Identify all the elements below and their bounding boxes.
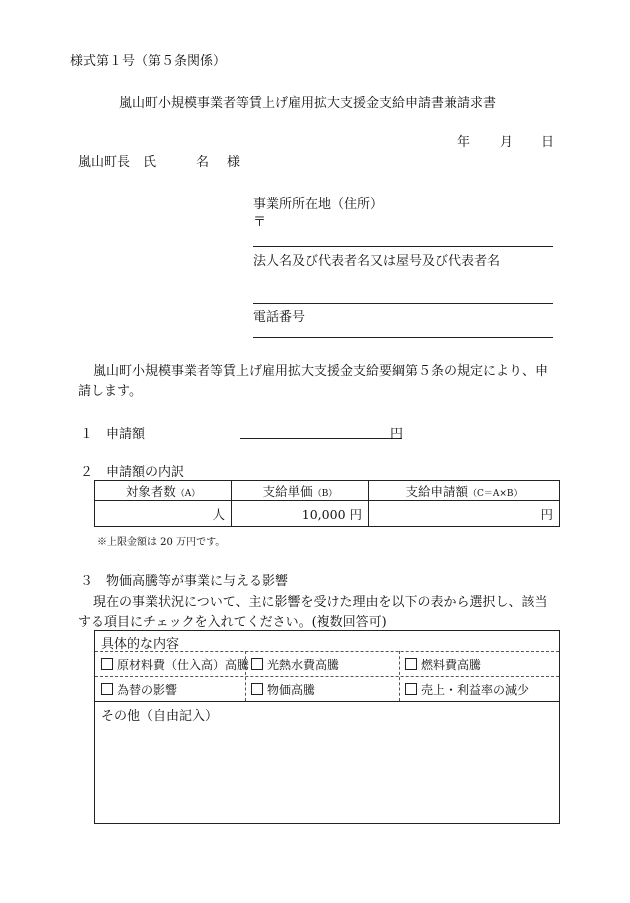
document-title: 嵐山町小規模事業者等賃上げ雇用拡大支援金支給申請書兼請求書 xyxy=(119,96,497,111)
address-label: 事業所所在地（住所） xyxy=(253,197,384,212)
option-exchange-rate[interactable]: 為替の影響 xyxy=(101,681,177,698)
date-month: 月 xyxy=(500,135,514,150)
fuel-costs-checkbox[interactable] xyxy=(405,658,417,670)
other-free-text-area[interactable] xyxy=(96,723,558,822)
applicant-name-label: 法人名及び代表者名又は屋号及び代表者名 xyxy=(253,254,501,269)
other-label: その他（自由記入） xyxy=(101,709,219,724)
phone-underline[interactable] xyxy=(253,337,553,338)
section3-number: ３ xyxy=(80,574,94,589)
cell-unit-price: 10,000 円 xyxy=(232,501,369,527)
header-target-count: 対象者数（A） xyxy=(95,481,232,501)
option-raw-material[interactable]: 原材料費（仕入高）高騰 xyxy=(101,656,249,673)
section3-description-line1: 現在の事業状況について、主に影響を受けた理由を以下の表から選択し、該当 xyxy=(93,595,548,610)
addressee-name: 嵐山町長 氏 xyxy=(78,155,157,170)
section2-number: ２ xyxy=(80,465,94,480)
address-underline[interactable] xyxy=(253,246,553,247)
utility-costs-checkbox[interactable] xyxy=(251,658,263,670)
form-number: 様式第１号（第５条関係） xyxy=(70,54,227,69)
section1-number: １ xyxy=(80,427,94,442)
amount-underline[interactable] xyxy=(240,438,402,439)
impact-table-header: 具体的な内容 xyxy=(101,637,180,652)
cell-target-count[interactable]: 人 xyxy=(95,501,232,527)
date-year: 年 xyxy=(457,135,471,150)
option-fuel-costs[interactable]: 燃料費高騰 xyxy=(405,656,481,673)
option-utility-costs[interactable]: 光熱水費高騰 xyxy=(251,656,339,673)
cell-requested-amount[interactable]: 円 xyxy=(369,501,560,527)
impact-table xyxy=(94,630,560,824)
raw-material-checkbox[interactable] xyxy=(101,658,113,670)
date-day: 日 xyxy=(541,135,555,150)
addressee-name-2: 名 xyxy=(196,155,210,170)
postal-mark: 〒 xyxy=(253,215,267,230)
exchange-rate-checkbox[interactable] xyxy=(101,683,113,695)
breakdown-table xyxy=(94,480,560,527)
body-text-line2: 請します。 xyxy=(78,384,142,399)
sales-decline-checkbox[interactable] xyxy=(405,683,417,695)
applicant-name-underline[interactable] xyxy=(253,303,553,304)
limit-note: ※上限金額は 20 万円です。 xyxy=(97,537,226,548)
phone-label: 電話番号 xyxy=(253,310,306,325)
section1-label: 申請額 xyxy=(106,427,146,442)
option-price-increase[interactable]: 物価高騰 xyxy=(251,681,315,698)
amount-unit: 円 xyxy=(390,427,404,442)
option-sales-decline[interactable]: 売上・利益率の減少 xyxy=(405,681,529,698)
price-increase-checkbox[interactable] xyxy=(251,683,263,695)
section2-label: 申請額の内訳 xyxy=(106,465,185,480)
addressee-honorific: 様 xyxy=(227,155,241,170)
body-text-line1: 嵐山町小規模事業者等賃上げ雇用拡大支援金支給要綱第５条の規定により、申 xyxy=(93,364,549,379)
section3-description-line2: する項目にチェックを入れてください。(複数回答可) xyxy=(78,615,387,630)
section3-label: 物価高騰等が事業に与える影響 xyxy=(106,574,289,589)
header-unit-price: 支給単価（B） xyxy=(232,481,369,501)
header-requested-amount: 支給申請額（C＝A×B） xyxy=(369,481,560,501)
